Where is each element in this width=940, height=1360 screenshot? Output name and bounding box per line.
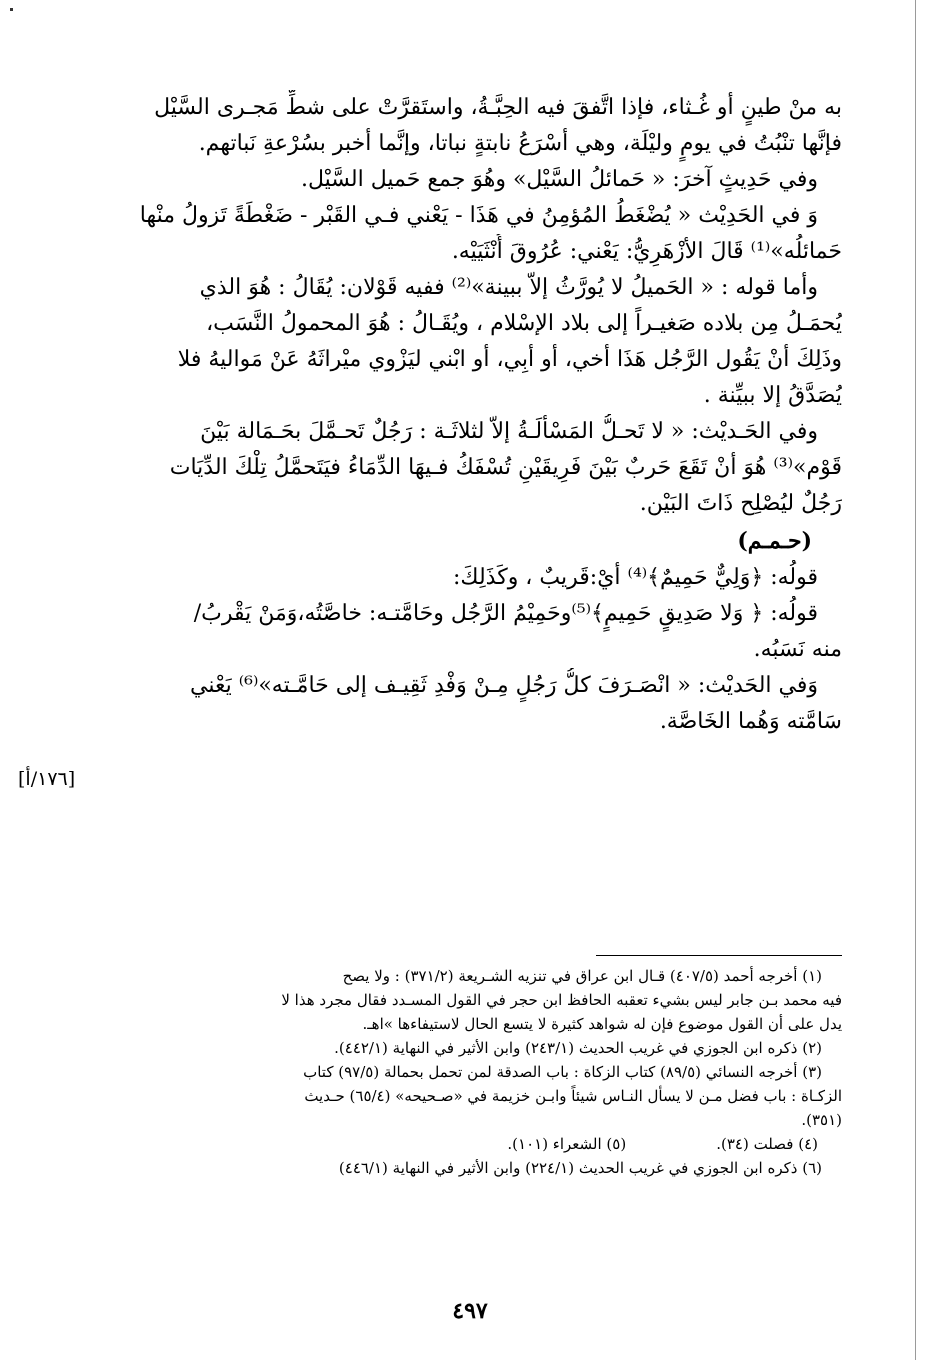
- footnotes: [118, 964, 842, 1180]
- footnote-item: (٤) فصلت (٣٤).: [716, 1135, 818, 1153]
- footnote-separator: [596, 955, 842, 956]
- main-text: [118, 90, 842, 740]
- text-line: رَجُلٌ ليُصْلِح ذَاتَ البَيْن.: [639, 491, 842, 516]
- footnote-line: فيه محمد بـن جابر ليس بشيء تعقبه الحافظ ابن حجر في القول المسـدد فقال مجرد هذا لا: [281, 991, 842, 1009]
- footnote-line: يدل على أن القول موضوع فإن له شواهد كثيرة لا يتسع الحال لاستيفاءها »اهـ.: [362, 1015, 842, 1033]
- text-line: منه نَسَبُه.: [753, 637, 842, 662]
- text-line: قَوْم»⁽³⁾ هُوَ أنْ تَقَعَ حَربٌ بَيْنَ فَرِيقَيْنِ تُسْفَكُ فـيهَا الدِّمَاءُ فيَتَحمَّلُ تِلْكَ الدِّيَات: [169, 455, 842, 480]
- hadith-line: وَفي الحَديْث: « انْصَـرَفَ كلُّ رَجُلٍ مِـنْ وَفْدِ ثَقِيـف إلى حَامَّـته»⁽⁶⁾ يَعْني: [190, 673, 818, 698]
- footnote-line: (٢) ذكره ابن الجوزي في غريب الحديث (٢٤٣/١) وابن الأثير في النهاية (٤٤٢/١).: [334, 1039, 822, 1057]
- text-line: وذَلِكَ أنْ يَقُول الرَّجُل هَذَا أخي، أو أبِي، أو ابْني ليَزْوي ميْراثَهُ عَنْ مَواليهُ فلا: [177, 347, 842, 372]
- footnote-line: (١) أخرجه أحمد (٤٠٧/٥) قـال ابن عراق في تنزيه الشـريعة (٣٧١/٢) : ولا يصح: [342, 967, 822, 985]
- text-line: يُحمَـلُ مِن بلاده صَغيـراً إلى بلاد الإسْلام ، ويُقَـالُ : هُوَ المحمولُ النَّسَب،: [206, 311, 842, 336]
- folio-marker: [١٧٦/أ]: [18, 768, 76, 790]
- footnote-line: (٦) ذكره ابن الجوزي في غريب الحديث (٢٢٤/١) وابن الأثير في النهاية (٤٤٦/١): [338, 1159, 822, 1177]
- footnote-pair: [118, 1132, 842, 1156]
- text-line: سَامَّته وَهُما الخَاصَّة.: [659, 709, 842, 734]
- text-line: وفي حَدِيثٍ آخرَ: « حَمائلُ السَّيْل» وهُوَ جمع حَميل السَّيْل.: [301, 167, 818, 192]
- footnote-item: (٥) الشعراء (١٠١).: [507, 1135, 627, 1153]
- text-line: يُصَدَّقُ إلا ببيِّنة .: [703, 383, 842, 408]
- footnote-line: الزكـاة : باب فضل مـن لا يسأل النـاس شيئاً وابـن خزيمة في «صـحيحه» (٦٥/٤) حـديث: [304, 1087, 842, 1105]
- footnote-line: (٣٥١).: [801, 1111, 842, 1129]
- text-line: وأما قوله : « الحَميلُ لا يُورَّثُ إلاّ ببينة»⁽²⁾ ففيه قَوْلان: يُقَالُ : هُوَ الذي: [199, 275, 818, 300]
- text-line: حَمائلُه»⁽¹⁾ قَالَ الأزْهَرِيُّ: يَعْني: عُرُوقَ أُنْثَيَيْه.: [451, 239, 842, 264]
- text-line: به منْ طينٍ أو غُـثاء، فإذا اتَّفقَ فيه الحِبَّـةُ، واستَقرَّتْ على شطِّ مَجـرى السَّيْل: [154, 95, 842, 120]
- text-line: فإنَّها تنْبُتُ في يومٍ وليْلَة، وهي أسْرَعُ نابتةٍ نباتا، وإنَّما أخبر بسُرْعةِ نَباتهم.: [198, 131, 842, 156]
- text-line: قولُه: ﴿ وَلا صَدِيقٍ حَمِيمٍ﴾⁽⁵⁾وحَمِيْمُ الرَّجُل وحَامَّتـه: خاصَّتُه،وَمَنْ يَقْربُ/: [193, 601, 818, 626]
- hadith-line: وَ في الحَدِيْث « يُضْغَطُ المُؤمِنُ في هَذَا - يَعْني فـي القَبْر - ضَغْطَةً تَزولُ منْها: [139, 203, 818, 228]
- text-line: قولُه: ﴿وَلِيٌّ حَمِيمٌ﴾⁽⁴⁾ أيْ:قَريبٌ ، وكَذَلِكَ:: [453, 565, 818, 590]
- page-number: ٤٩٧: [452, 1298, 488, 1324]
- scan-corner-mark: [10, 8, 13, 11]
- page-edge-line: [915, 0, 916, 1360]
- hadith-line: وفي الحَـديْث: « لا تَحـلُّ المَسْألَـةُ إلاّ لثلاثَـة : رَجُلٌ تَحـمَّلَ بحَـمَالة بَيْنَ: [200, 419, 818, 444]
- footnote-line: (٣) أخرجه النسائي (٨٩/٥) كتاب الزكاة : باب الصدقة لمن تحمل بحمالة (٩٧/٥) كتاب: [303, 1063, 822, 1081]
- section-heading: (حـمـم): [737, 528, 812, 554]
